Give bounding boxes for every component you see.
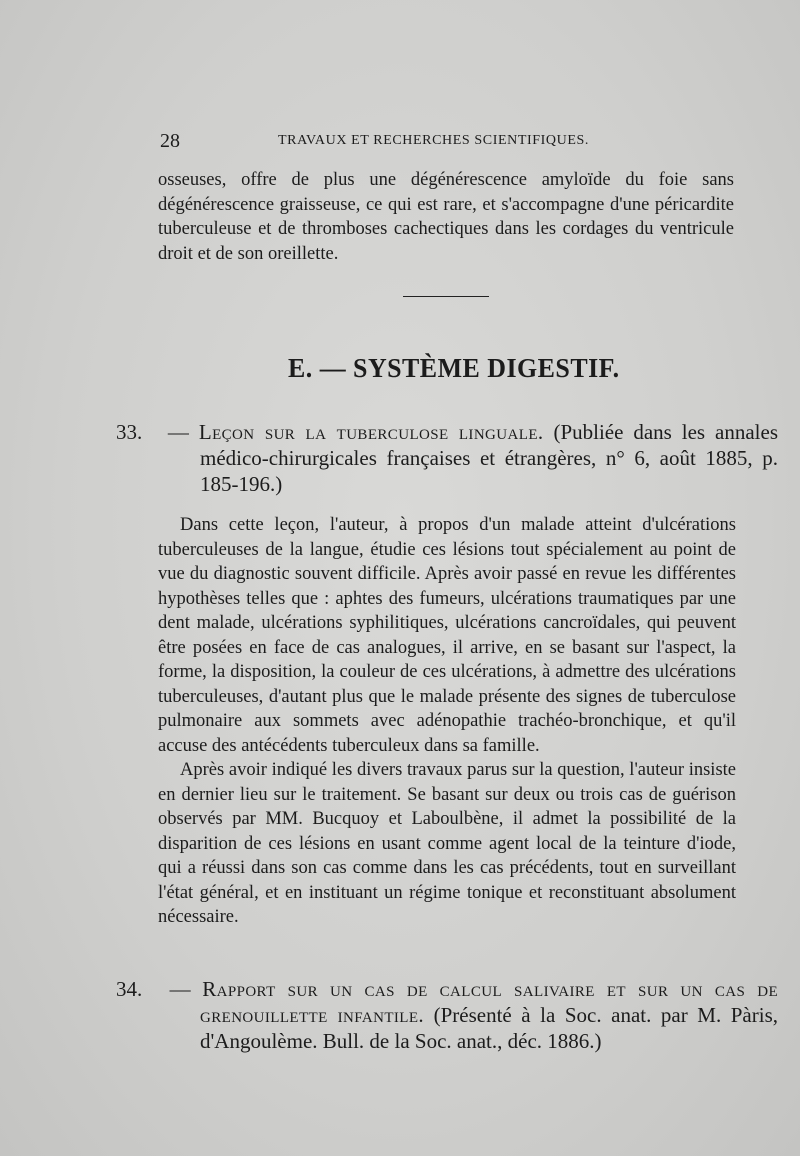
abstract-paragraph: Dans cette leçon, l'auteur, à propos d'un malade atteint d'ulcérations tuberculeuses de la langue, étudie ces lésions tout spécialement au point de vue du diagnostic souvent difficile. Après avoir passé en revue les différentes hypothèses telles que : aphtes des fumeurs, ulcérations traumatiques par une dent malade, ulcérations syphilitiques, ulcérations cancroïdales, qui peuvent être posées en face de cas analogues, il arrive, en se basant sur l'aspect, la forme, la disposition, la couleur de ces ulcérations, à admettre des ulcérations tuberculeuses, d'autant plus que le malade présente des signes de tuberculose pulmonaire aux sommets avec adénopathie trachéo-bronchique, et qu'il accuse des antécédents tuberculeux dans sa famille. (158, 515, 736, 756)
page-number: 28 (160, 130, 180, 152)
continuation-paragraph: osseuses, offre de plus une dégénérescence amyloïde du foie sans dégénérescence graisseuse, ce qui est rare, et s'accompagne d'une péricardite tuberculeuse et de thromboses cachectiques dans les cordages du ventricule droit et de son oreillette. (158, 170, 734, 264)
abstract-paragraph: Après avoir indiqué les divers travaux parus sur la question, l'auteur insiste en dernier lieu sur le traitement. Se basant sur deux ou trois cas de guérison observés par MM. Bucquoy et Laboulbène, il admet la possibilité de la disparition de ces lésions en usant comme agent local de la teinture d'iode, qui a réussi dans son cas comme dans les cas précédents, tout en surveillant l'état général, et en instituant un régime tonique et reconstituant absolument nécessaire. (158, 760, 736, 927)
running-title: TRAVAUX ET RECHERCHES SCIENTIFIQUES. (278, 133, 589, 148)
section-title: E. — SYSTÈME DIGESTIF. (288, 353, 620, 383)
entry-dash: — (158, 977, 203, 1001)
entry-title: Rapport sur un cas de calcul salivaire et sur un cas de grenouillette infantile. (200, 977, 779, 1027)
section-divider (403, 296, 489, 297)
bibliography-entry-33: 33. — Leçon sur la tuberculose linguale. (Publiée dans les annales médico-chirurgicales françaises et étrangères, n° 6, août 1885, p. 185-196.) (116, 420, 778, 496)
entry-citation: (Publiée dans les annales médico-chirurgicales françaises et étrangères, n° 6, août 1885, p. 185-196.) (200, 420, 778, 496)
entry-citation: (Présenté à la Soc. anat. par M. Pàris, d'Angoulème. Bull. de la Soc. anat., déc. 1886.) (200, 1003, 778, 1053)
entry-dash: — (158, 420, 199, 444)
page-header (160, 130, 760, 156)
entry-33-abstract (158, 513, 736, 930)
entry-title: Leçon sur la tuberculose linguale. (198, 420, 544, 444)
bibliography-entry-34: 34. — Rapport sur un cas de calcul salivaire et sur un cas de grenouillette infantile. (Présenté à la Soc. anat. par M. Pàris, d'Angoulème. Bull. de la Soc. anat., déc. 1886.) (116, 977, 779, 1053)
